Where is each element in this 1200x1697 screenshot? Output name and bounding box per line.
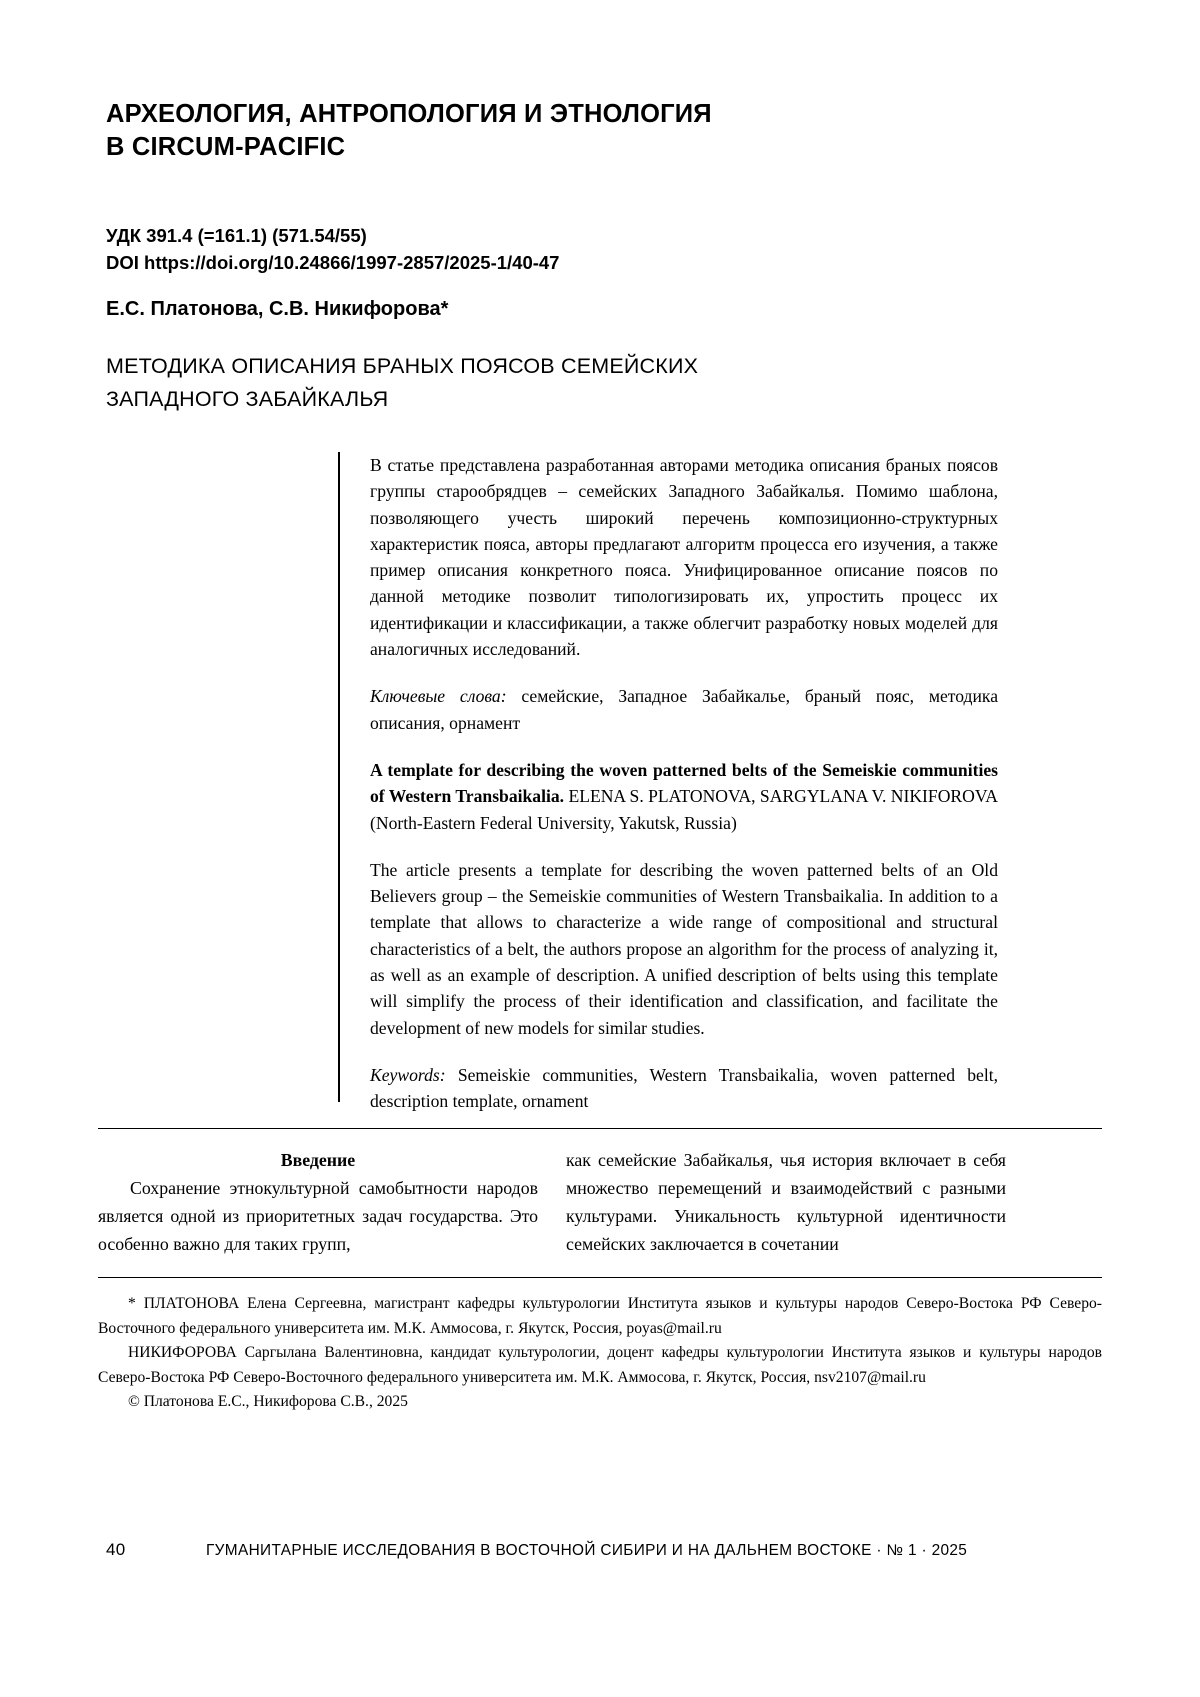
section-heading-line-1: АРХЕОЛОГИЯ, АНТРОПОЛОГИЯ И ЭТНОЛОГИЯ [106, 100, 712, 128]
section-heading [106, 98, 1006, 164]
abstract-english: The article presents a template for describing the woven patterned belts of an Old Believers group – the Semeiskie communities of Western Transbaikalia. In addition to a template that allows to characterize a wide range of compositional and structural characteristics of a belt, the authors propose an algorithm for the process of analyzing it, as well as an example of description. A unified description of belts using this template will simplify the process of their identification and classification, and facilitate the development of new models for similar studies. [370, 859, 998, 1038]
footnote-block [98, 1292, 1102, 1415]
identifier-block [106, 222, 966, 276]
body-column-left [98, 1146, 538, 1258]
article-title [106, 350, 986, 416]
body-separator-rule [98, 1128, 1102, 1129]
abstract-russian: В статье представлена разработанная авторами методика описания браных поясов группы старообрядцев – семейских Западного Забайкалья. Помимо шаблона, позволяющего учесть широкий перечень композиционно-структурных характеристик пояса, авторы предлагают алгоритм процесса его изучения, а также пример описания конкретного пояса. Унифицированное описание поясов по данной методике позволит типологизировать их, упростить процесс их идентификации и классификации, а также облегчит разработку новых моделей для аналогичных исследований. [370, 455, 998, 660]
body-paragraph-right: как семейские Забайкалья, чья история включает в себя множество перемещений и взаимодействий с разными культурами. Уникальность культурной идентичности семейских заключается в сочетании [566, 1150, 1006, 1254]
keywords-russian [370, 683, 998, 736]
footnote-separator-rule [98, 1277, 1102, 1278]
page-number: 40 [106, 1540, 126, 1559]
doi-link[interactable]: DOI https://doi.org/10.24866/1997-2857/2025-1/40-47 [106, 252, 560, 273]
udc-code: УДК 391.4 (=161.1) (571.54/55) [106, 225, 367, 246]
english-title-and-authors [370, 757, 998, 836]
keywords-russian-label: Ключевые слова: [370, 686, 507, 707]
running-title: ГУМАНИТАРНЫЕ ИССЛЕДОВАНИЯ В ВОСТОЧНОЙ СИБИРИ И НА ДАЛЬНЕМ ВОСТОКЕ · № 1 · 2025 [206, 1542, 968, 1559]
footnote-author-1: * ПЛАТОНОВА Елена Сергеевна, магистрант кафедры культурологии Института языков и культуры народов Северо-Востока РФ Северо-Восточного федерального университета им. М.К. Аммосова, г. Якутск, Россия, poyas@mail.ru [98, 1295, 1102, 1337]
article-title-line-1: МЕТОДИКА ОПИСАНИЯ БРАНЫХ ПОЯСОВ СЕМЕЙСКИХ [106, 354, 699, 378]
body-column-right [566, 1146, 1006, 1258]
english-authors: ELENA S. PLATONOVA, SARGYLANA V. NIKIFOROVA (North-Eastern Federal University, Yakutsk, Russia) [370, 786, 998, 833]
keywords-english-values: Semeiskie communities, Western Transbaikalia, woven patterned belt, description template, ornament [370, 1064, 998, 1112]
section-heading-line-2: В CIRCUM-PACIFIC [106, 133, 346, 161]
footnote-author-2: НИКИФОРОВА Саргылана Валентиновна, кандидат культурологии, доцент кафедры культурологии Института языков и культуры народов Северо-Востока РФ Северо-Восточного федерального университета им. М.К. Аммосова, г. Якутск, Россия, nsv2107@mail.ru [98, 1344, 1102, 1386]
keywords-english [370, 1062, 998, 1115]
body-paragraph-left: Сохранение этнокультурной самобытности народов является одной из приоритетных задач государства. Это особенно важно для таких групп, [98, 1178, 538, 1254]
keywords-english-label: Keywords: [370, 1064, 446, 1085]
abstract-block [338, 452, 998, 1136]
footnote-copyright: © Платонова Е.С., Никифорова С.В., 2025 [128, 1393, 408, 1411]
section-subheading-introduction: Введение [280, 1150, 356, 1170]
english-title: A template for describing the woven patterned belts of the Semeiskie communities of Western Transbaikalia. [370, 759, 998, 807]
article-title-line-2: ЗАПАДНОГО ЗАБАЙКАЛЬЯ [106, 387, 389, 411]
author-list: Е.С. Платонова, С.В. Никифорова* [106, 298, 449, 320]
keywords-russian-values: семейские, Западное Забайкалье, браный пояс, методика описания, орнамент [370, 686, 999, 733]
